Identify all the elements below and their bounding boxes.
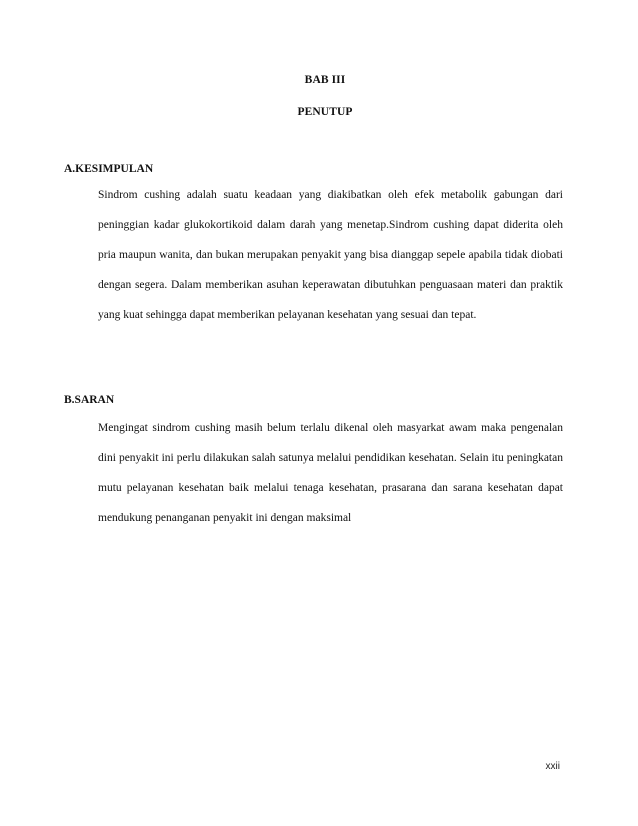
section-heading-saran: B.SARAN: [64, 394, 115, 406]
section-heading-kesimpulan: A.KESIMPULAN: [64, 163, 154, 175]
chapter-subtitle: PENUTUP: [297, 106, 353, 118]
paragraph-kesimpulan: Sindrom cushing adalah suatu keadaan yang diakibatkan oleh efek metabolik gabungan dari peninggian kadar glukokortikoid dalam darah yang menetap.Sindrom cushing dapat diderita oleh pria maupun wanita, dan bukan merupakan penyakit yang bisa dianggap sepele apabila tidak diobati dengan segera. Dalam memberikan asuhan keperawatan dibutuhkan penguasaan materi dan praktik yang kuat sehingga dapat memberikan pelayanan kesehatan yang sesuai dan tepat.: [98, 189, 563, 321]
paragraph-saran: Mengingat sindrom cushing masih belum terlalu dikenal oleh masyarkat awam maka pengenalan dini penyakit ini perlu dilakukan salah satunya melalui pendidikan kesehatan. Selain itu peningkatan mutu pelayanan kesehatan baik melalui tenaga kesehatan, prasarana dan sarana kesehatan dapat mendukung penanganan penyakit ini dengan maksimal: [98, 422, 563, 524]
page-number: xxii: [545, 761, 560, 772]
chapter-title: BAB III: [304, 74, 346, 86]
